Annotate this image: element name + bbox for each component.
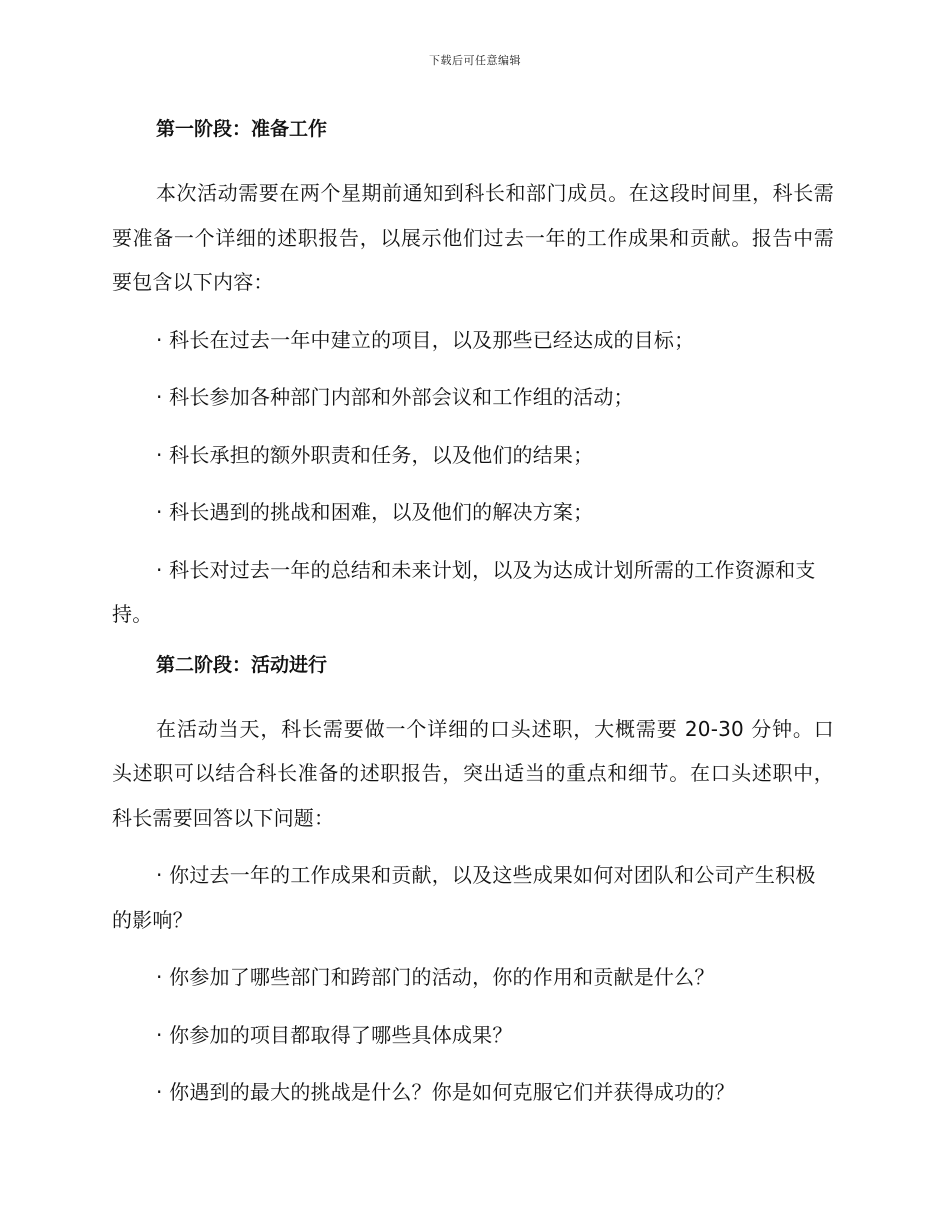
bullet-item: · 科长参加各种部门内部和外部会议和工作组的活动； xyxy=(156,385,634,409)
bullet-item: · 科长对过去一年的总结和未来计划，以及为达成计划所需的工作资源和支持。 xyxy=(112,557,816,626)
bullet-item: · 你参加了哪些部门和跨部门的活动，你的作用和贡献是什么？ xyxy=(156,965,715,989)
bullet-item: · 科长承担的额外职责和任务，以及他们的结果； xyxy=(156,442,594,467)
document-body xyxy=(112,114,834,1128)
bullet-item: · 你遇到的最大的挑战是什么？你是如何克服它们并获得成功的？ xyxy=(156,1080,735,1104)
section-activity xyxy=(112,650,834,1115)
section-preparation xyxy=(112,114,834,637)
section-heading: 第二阶段：活动进行 xyxy=(156,653,328,676)
bullet-item: · 科长在过去一年中建立的项目，以及那些已经达成的目标； xyxy=(156,327,695,352)
section-intro-paragraph: 在活动当天，科长需要做一个详细的口头述职，大概需要 20-30 分钟。口头述职可以结合科长准备的述职报告，突出适当的重点和细节。在口头述职中，科长需要回答以下问题： xyxy=(112,716,834,830)
bullet-item: · 你参加的项目都取得了哪些具体成果？ xyxy=(156,1022,513,1047)
header-note: 下载后可任意编辑 xyxy=(429,54,521,67)
bullet-item: · 你过去一年的工作成果和贡献，以及这些成果如何对团队和公司产生积极的影响？ xyxy=(112,863,816,932)
bullet-item: · 科长遇到的挑战和困难，以及他们的解决方案； xyxy=(156,500,594,524)
section-intro-paragraph: 本次活动需要在两个星期前通知到科长和部门成员。在这段时间里，科长需要准备一个详细的述职报告，以展示他们过去一年的工作成果和贡献。报告中需要包含以下内容： xyxy=(112,181,834,294)
section-heading: 第一阶段：准备工作 xyxy=(156,118,328,140)
